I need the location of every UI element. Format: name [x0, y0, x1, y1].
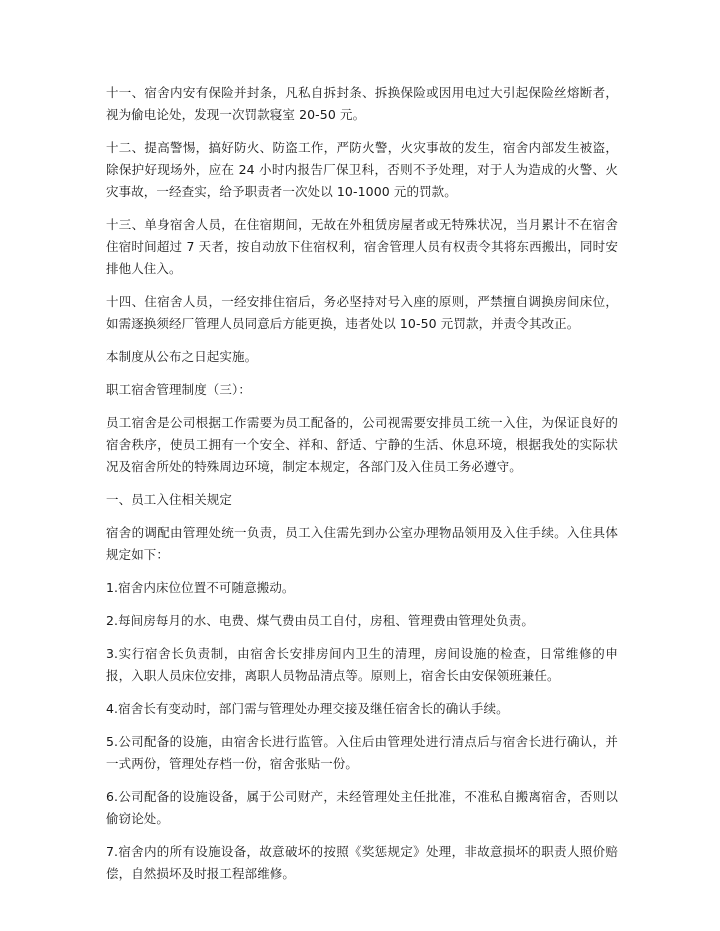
list-item-6: 6.公司配备的设施设备，属于公司财产，未经管理处主任批准，不准私自搬离宿舍，否则以偷窃论处。	[106, 789, 618, 826]
paragraph-allocation: 宿舍的调配由管理处统一负责，员工入住需先到办公室办理物品领用及入住手续。入住具体规定如下：	[106, 525, 618, 562]
paragraph-intro: 员工宿舍是公司根据工作需要为员工配备的，公司视需要安排员工统一入住，为保证良好的宿舍秩序，使员工拥有一个安全、祥和、舒适、宁静的生活、休息环境，根据我处的实际状况及宿舍所处的特殊周边环境，制定本规定，各部门及入住员工务必遵守。	[106, 415, 618, 474]
section-heading-check-in: 一、员工入住相关规定	[106, 492, 233, 507]
paragraph-effective-date: 本制度从公布之日起实施。	[106, 349, 258, 364]
section-heading-regulation-3: 职工宿舍管理制度（三）：	[106, 382, 251, 397]
document-body	[106, 82, 618, 896]
list-item-4: 4.宿舍长有变动时，部门需与管理处办理交接及继任宿舍长的确认手续。	[106, 701, 509, 716]
paragraph-rule-14: 十四、住宿舍人员，一经安排住宿后，务必坚持对号入座的原则，严禁擅自调换房间床位，如需逐换须经厂管理人员同意后方能更换，违者处以 10-50 元罚款，并责令其改正。	[106, 294, 618, 331]
list-item-7: 7.宿舍内的所有设施设备，故意破坏的按照《奖惩规定》处理，非故意损坏的职责人照价赔偿，自然损坏及时报工程部维修。	[106, 844, 618, 881]
paragraph-rule-12: 十二、提高警惕，搞好防火、防盗工作，严防火警，火灾事故的发生，宿舍内部发生被盗，除保护好现场外，应在 24 小时内报告厂保卫科，否则不予处理，对于人为造成的火警、火灾事故，一经查实，给予职责者一次处以 10-1000 元的罚款。	[106, 140, 618, 199]
list-item-5: 5.公司配备的设施，由宿舍长进行监管。入住后由管理处进行清点后与宿舍长进行确认，并一式两份，管理处存档一份，宿舍张贴一份。	[106, 734, 618, 771]
paragraph-rule-11: 十一、宿舍内安有保险并封条，凡私自拆封条、拆换保险或因用电过大引起保险丝熔断者，视为偷电论处，发现一次罚款寝室 20-50 元。	[106, 85, 618, 122]
paragraph-rule-13: 十三、单身宿舍人员，在住宿期间，无故在外租赁房屋者或无特殊状况，当月累计不在宿舍住宿时间超过 7 天者，按自动放下住宿权利，宿舍管理人员有权责令其将东西搬出，同时安排他人住入。	[106, 217, 618, 276]
list-item-3: 3.实行宿舍长负责制，由宿舍长安排房间内卫生的清理，房间设施的检查，日常维修的申报，入职人员床位安排，离职人员物品清点等。原则上，宿舍长由安保领班兼任。	[106, 646, 618, 683]
list-item-1: 1.宿舍内床位位置不可随意搬动。	[106, 580, 295, 595]
list-item-2: 2.每间房每月的水、电费、煤气费由员工自付，房租、管理费由管理处负责。	[106, 613, 534, 628]
